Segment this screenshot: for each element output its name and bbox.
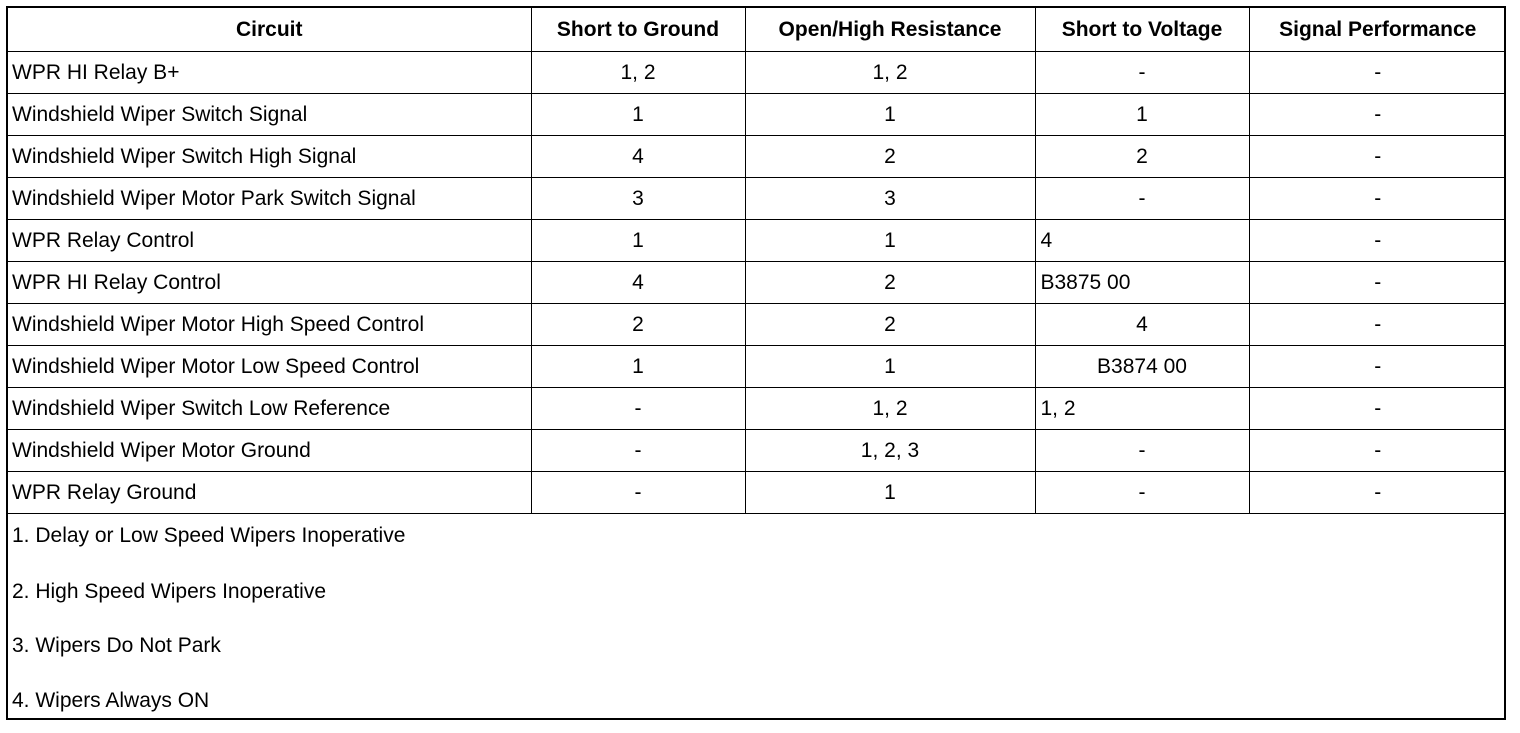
short-to-voltage-cell: - <box>1035 178 1249 220</box>
open-high-resistance-cell: 1 <box>745 472 1035 514</box>
circuit-cell: WPR HI Relay Control <box>8 262 531 304</box>
short-to-voltage-cell: - <box>1035 430 1249 472</box>
short-to-voltage-cell: 2 <box>1035 136 1249 178</box>
table-row <box>8 94 1506 136</box>
signal-performance-cell: - <box>1249 430 1506 472</box>
footnote-4: 4. Wipers Always ON <box>12 689 210 713</box>
short-to-ground-cell: 2 <box>531 304 745 346</box>
open-high-resistance-cell: 1 <box>745 346 1035 388</box>
open-high-resistance-cell: 1 <box>745 220 1035 262</box>
footnote-1: 1. Delay or Low Speed Wipers Inoperative <box>12 524 406 547</box>
short-to-voltage-cell: - <box>1035 472 1249 514</box>
open-high-resistance-cell: 2 <box>745 304 1035 346</box>
open-high-resistance-cell: 1, 2 <box>745 52 1035 94</box>
table-row <box>8 388 1506 430</box>
signal-performance-cell: - <box>1249 346 1506 388</box>
open-high-resistance-cell: 2 <box>745 262 1035 304</box>
circuit-cell: Windshield Wiper Motor Ground <box>8 430 531 472</box>
short-to-voltage-cell: 1 <box>1035 94 1249 136</box>
header-short-to-ground: Short to Ground <box>531 8 745 52</box>
table-row <box>8 346 1506 388</box>
short-to-ground-cell: 1 <box>531 220 745 262</box>
signal-performance-cell: - <box>1249 304 1506 346</box>
circuit-diagnostic-table <box>8 8 1506 514</box>
header-short-to-voltage: Short to Voltage <box>1035 8 1249 52</box>
footnotes <box>8 514 1504 733</box>
table-row <box>8 136 1506 178</box>
signal-performance-cell: - <box>1249 472 1506 514</box>
circuit-cell: Windshield Wiper Motor Low Speed Control <box>8 346 531 388</box>
header-open-high-resistance: Open/High Resistance <box>745 8 1035 52</box>
open-high-resistance-cell: 1 <box>745 94 1035 136</box>
short-to-voltage-cell: B3875 00 <box>1035 262 1249 304</box>
signal-performance-cell: - <box>1249 388 1506 430</box>
short-to-ground-cell: 1 <box>531 94 745 136</box>
short-to-ground-cell: 4 <box>531 136 745 178</box>
open-high-resistance-cell: 2 <box>745 136 1035 178</box>
signal-performance-cell: - <box>1249 220 1506 262</box>
short-to-ground-cell: 3 <box>531 178 745 220</box>
table-header-row <box>8 8 1506 52</box>
circuit-cell: WPR Relay Ground <box>8 472 531 514</box>
short-to-voltage-cell: - <box>1035 52 1249 94</box>
signal-performance-cell: - <box>1249 52 1506 94</box>
circuit-cell: Windshield Wiper Motor High Speed Control <box>8 304 531 346</box>
short-to-ground-cell: 1 <box>531 346 745 388</box>
short-to-voltage-cell: 1, 2 <box>1035 388 1249 430</box>
signal-performance-cell: - <box>1249 136 1506 178</box>
footnote-3: 3. Wipers Do Not Park <box>12 634 221 658</box>
diagnostic-table-frame <box>6 6 1506 720</box>
footnote-2: 2. High Speed Wipers Inoperative <box>12 579 327 603</box>
circuit-cell: Windshield Wiper Switch High Signal <box>8 136 531 178</box>
circuit-cell: WPR Relay Control <box>8 220 531 262</box>
table-row <box>8 220 1506 262</box>
open-high-resistance-cell: 1, 2, 3 <box>745 430 1035 472</box>
signal-performance-cell: - <box>1249 94 1506 136</box>
signal-performance-cell: - <box>1249 262 1506 304</box>
short-to-voltage-cell: 4 <box>1035 220 1249 262</box>
table-row <box>8 262 1506 304</box>
short-to-ground-cell: - <box>531 472 745 514</box>
header-circuit: Circuit <box>8 8 531 52</box>
table-row <box>8 430 1506 472</box>
table-row <box>8 304 1506 346</box>
circuit-cell: Windshield Wiper Switch Signal <box>8 94 531 136</box>
short-to-ground-cell: 4 <box>531 262 745 304</box>
circuit-cell: Windshield Wiper Motor Park Switch Signal <box>8 178 531 220</box>
short-to-voltage-cell: B3874 00 <box>1035 346 1249 388</box>
table-row <box>8 472 1506 514</box>
signal-performance-cell: - <box>1249 178 1506 220</box>
circuit-cell: Windshield Wiper Switch Low Reference <box>8 388 531 430</box>
short-to-ground-cell: 1, 2 <box>531 52 745 94</box>
short-to-voltage-cell: 4 <box>1035 304 1249 346</box>
table-row <box>8 52 1506 94</box>
circuit-cell: WPR HI Relay B+ <box>8 52 531 94</box>
header-signal-performance: Signal Performance <box>1249 8 1506 52</box>
table-row <box>8 178 1506 220</box>
open-high-resistance-cell: 3 <box>745 178 1035 220</box>
open-high-resistance-cell: 1, 2 <box>745 388 1035 430</box>
short-to-ground-cell: - <box>531 388 745 430</box>
short-to-ground-cell: - <box>531 430 745 472</box>
